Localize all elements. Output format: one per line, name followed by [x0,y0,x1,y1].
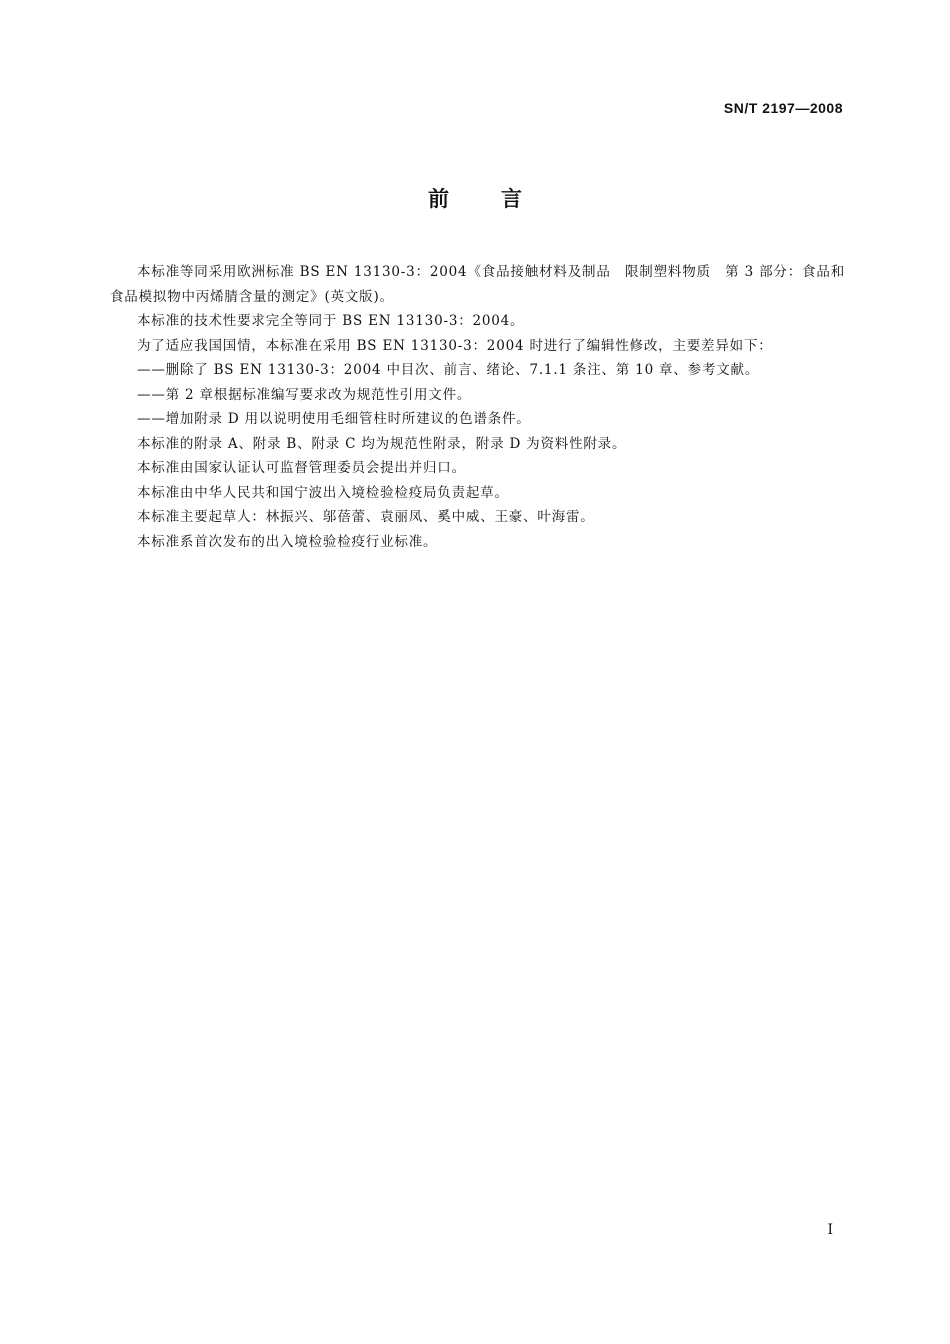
title-char-1: 前 [428,187,449,211]
paragraph-first-issue: 本标准系首次发布的出入境检验检疫行业标准。 [137,533,438,550]
page-title [0,183,950,213]
paragraph-differences-intro: 为了适应我国国情，本标准在采用 BS EN 13130-3：2004 时进行了编辑性修改，主要差异如下： [137,337,773,354]
paragraph-drafting-unit: 本标准由中华人民共和国宁波出入境检验检疫局负责起草。 [137,484,509,501]
page-number: I [827,1222,833,1238]
title-char-2: 言 [501,187,522,211]
list-item-difference: ——第 2 章根据标准编写要求改为规范性引用文件。 [137,386,472,403]
list-item-difference: ——删除了 BS EN 13130-3：2004 中目次、前言、绪论、7.1.1 条注、第 10 章、参考文献。 [137,362,760,378]
paragraph-adoption: 本标准等同采用欧洲标准 BS EN 13130-3：2004《食品接触材料及制品 限制塑料物质 第 3 部分：食品和食品模拟物中丙烯腈含量的测定》(英文版)。 [110,264,845,305]
paragraph-equivalence: 本标准的技术性要求完全等同于 BS EN 13130-3：2004。 [137,313,525,329]
paragraph-annexes: 本标准的附录 A、附录 B、附录 C 均为规范性附录，附录 D 为资料性附录。 [137,435,627,452]
standard-number: SN/T 2197—2008 [723,100,843,116]
foreword-body [110,260,845,554]
paragraph-proposer: 本标准由国家认证认可监督管理委员会提出并归口。 [137,460,466,476]
list-item-difference: ——增加附录 D 用以说明使用毛细管柱时所建议的色谱条件。 [137,411,531,427]
paragraph-drafters: 本标准主要起草人：林振兴、邬蓓蕾、袁丽凤、奚中威、王豪、叶海雷。 [137,509,595,525]
